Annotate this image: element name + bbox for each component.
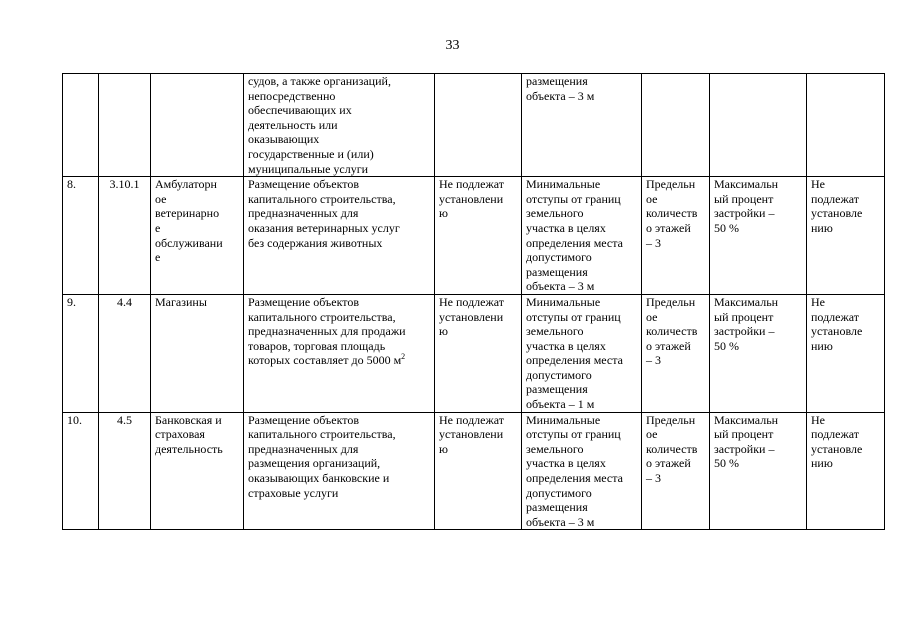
- coverage-cell: Максимальн ый процент застройки – 50 %: [710, 412, 807, 530]
- coverage-cell: Максимальн ый процент застройки – 50 %: [710, 177, 807, 295]
- table-row: [63, 177, 885, 295]
- setback-cell: Минимальные отступы от границ земельного участка в целях определения места допустимого размещения объекта – 3 м: [522, 177, 642, 295]
- other-params-cell: Не подлежат установле нию: [807, 294, 885, 412]
- floors-cell: Предельн ое количеств о этажей – 3: [642, 177, 710, 295]
- use-name-cell: [151, 74, 244, 177]
- other-params-cell: [807, 74, 885, 177]
- coverage-cell: [710, 74, 807, 177]
- table-row: [63, 294, 885, 412]
- row-number-cell: 8.: [63, 177, 99, 295]
- other-params-cell: Не подлежат установле нию: [807, 412, 885, 530]
- area-unit-superscript: 2: [401, 352, 406, 362]
- use-code-cell: [99, 74, 151, 177]
- use-code-cell: 4.5: [99, 412, 151, 530]
- description-text: Размещение объектов капитального строительства, предназначенных для оказания ветеринарных услуг без содержания животных: [248, 177, 400, 250]
- land-use-table: [62, 73, 885, 530]
- land-size-cell: Не подлежат установлени ю: [435, 177, 522, 295]
- use-code-cell: 4.4: [99, 294, 151, 412]
- row-number-cell: 9.: [63, 294, 99, 412]
- setback-cell: Минимальные отступы от границ земельного участка в целях определения места допустимого размещения объекта – 1 м: [522, 294, 642, 412]
- floors-cell: Предельн ое количеств о этажей – 3: [642, 294, 710, 412]
- use-description-cell: [244, 74, 435, 177]
- land-size-cell: [435, 74, 522, 177]
- row-number-cell: [63, 74, 99, 177]
- page-number: 33: [445, 38, 460, 53]
- use-description-cell: [244, 294, 435, 412]
- setback-cell: размещения объекта – 3 м: [522, 74, 642, 177]
- use-description-cell: [244, 177, 435, 295]
- land-size-cell: Не подлежат установлени ю: [435, 294, 522, 412]
- other-params-cell: Не подлежат установле нию: [807, 177, 885, 295]
- description-text: судов, а также организаций, непосредственно обеспечивающих их деятельность или оказывающих государственные и (или) муниципальные услуги: [248, 74, 391, 176]
- description-text: Размещение объектов капитального строительства, предназначенных для продажи товаров, торговая площадь которых составляет до 5000 м: [248, 294, 406, 368]
- land-size-cell: Не подлежат установлени ю: [435, 412, 522, 530]
- floors-cell: Предельн ое количеств о этажей – 3: [642, 412, 710, 530]
- table-row: [63, 412, 885, 530]
- use-code-cell: 3.10.1: [99, 177, 151, 295]
- use-description-cell: [244, 412, 435, 530]
- row-number-cell: 10.: [63, 412, 99, 530]
- table-row: [63, 74, 885, 177]
- use-name-cell: Банковская и страховая деятельность: [151, 412, 244, 530]
- setback-cell: Минимальные отступы от границ земельного участка в целях определения места допустимого размещения объекта – 3 м: [522, 412, 642, 530]
- floors-cell: [642, 74, 710, 177]
- use-name-cell: Амбулаторн ое ветеринарно е обслуживани е: [151, 177, 244, 295]
- description-text: Размещение объектов капитального строительства, предназначенных для размещения организаций, оказывающих банковские и страховые услуги: [248, 412, 396, 500]
- use-name-cell: Магазины: [151, 294, 244, 412]
- coverage-cell: Максимальн ый процент застройки – 50 %: [710, 294, 807, 412]
